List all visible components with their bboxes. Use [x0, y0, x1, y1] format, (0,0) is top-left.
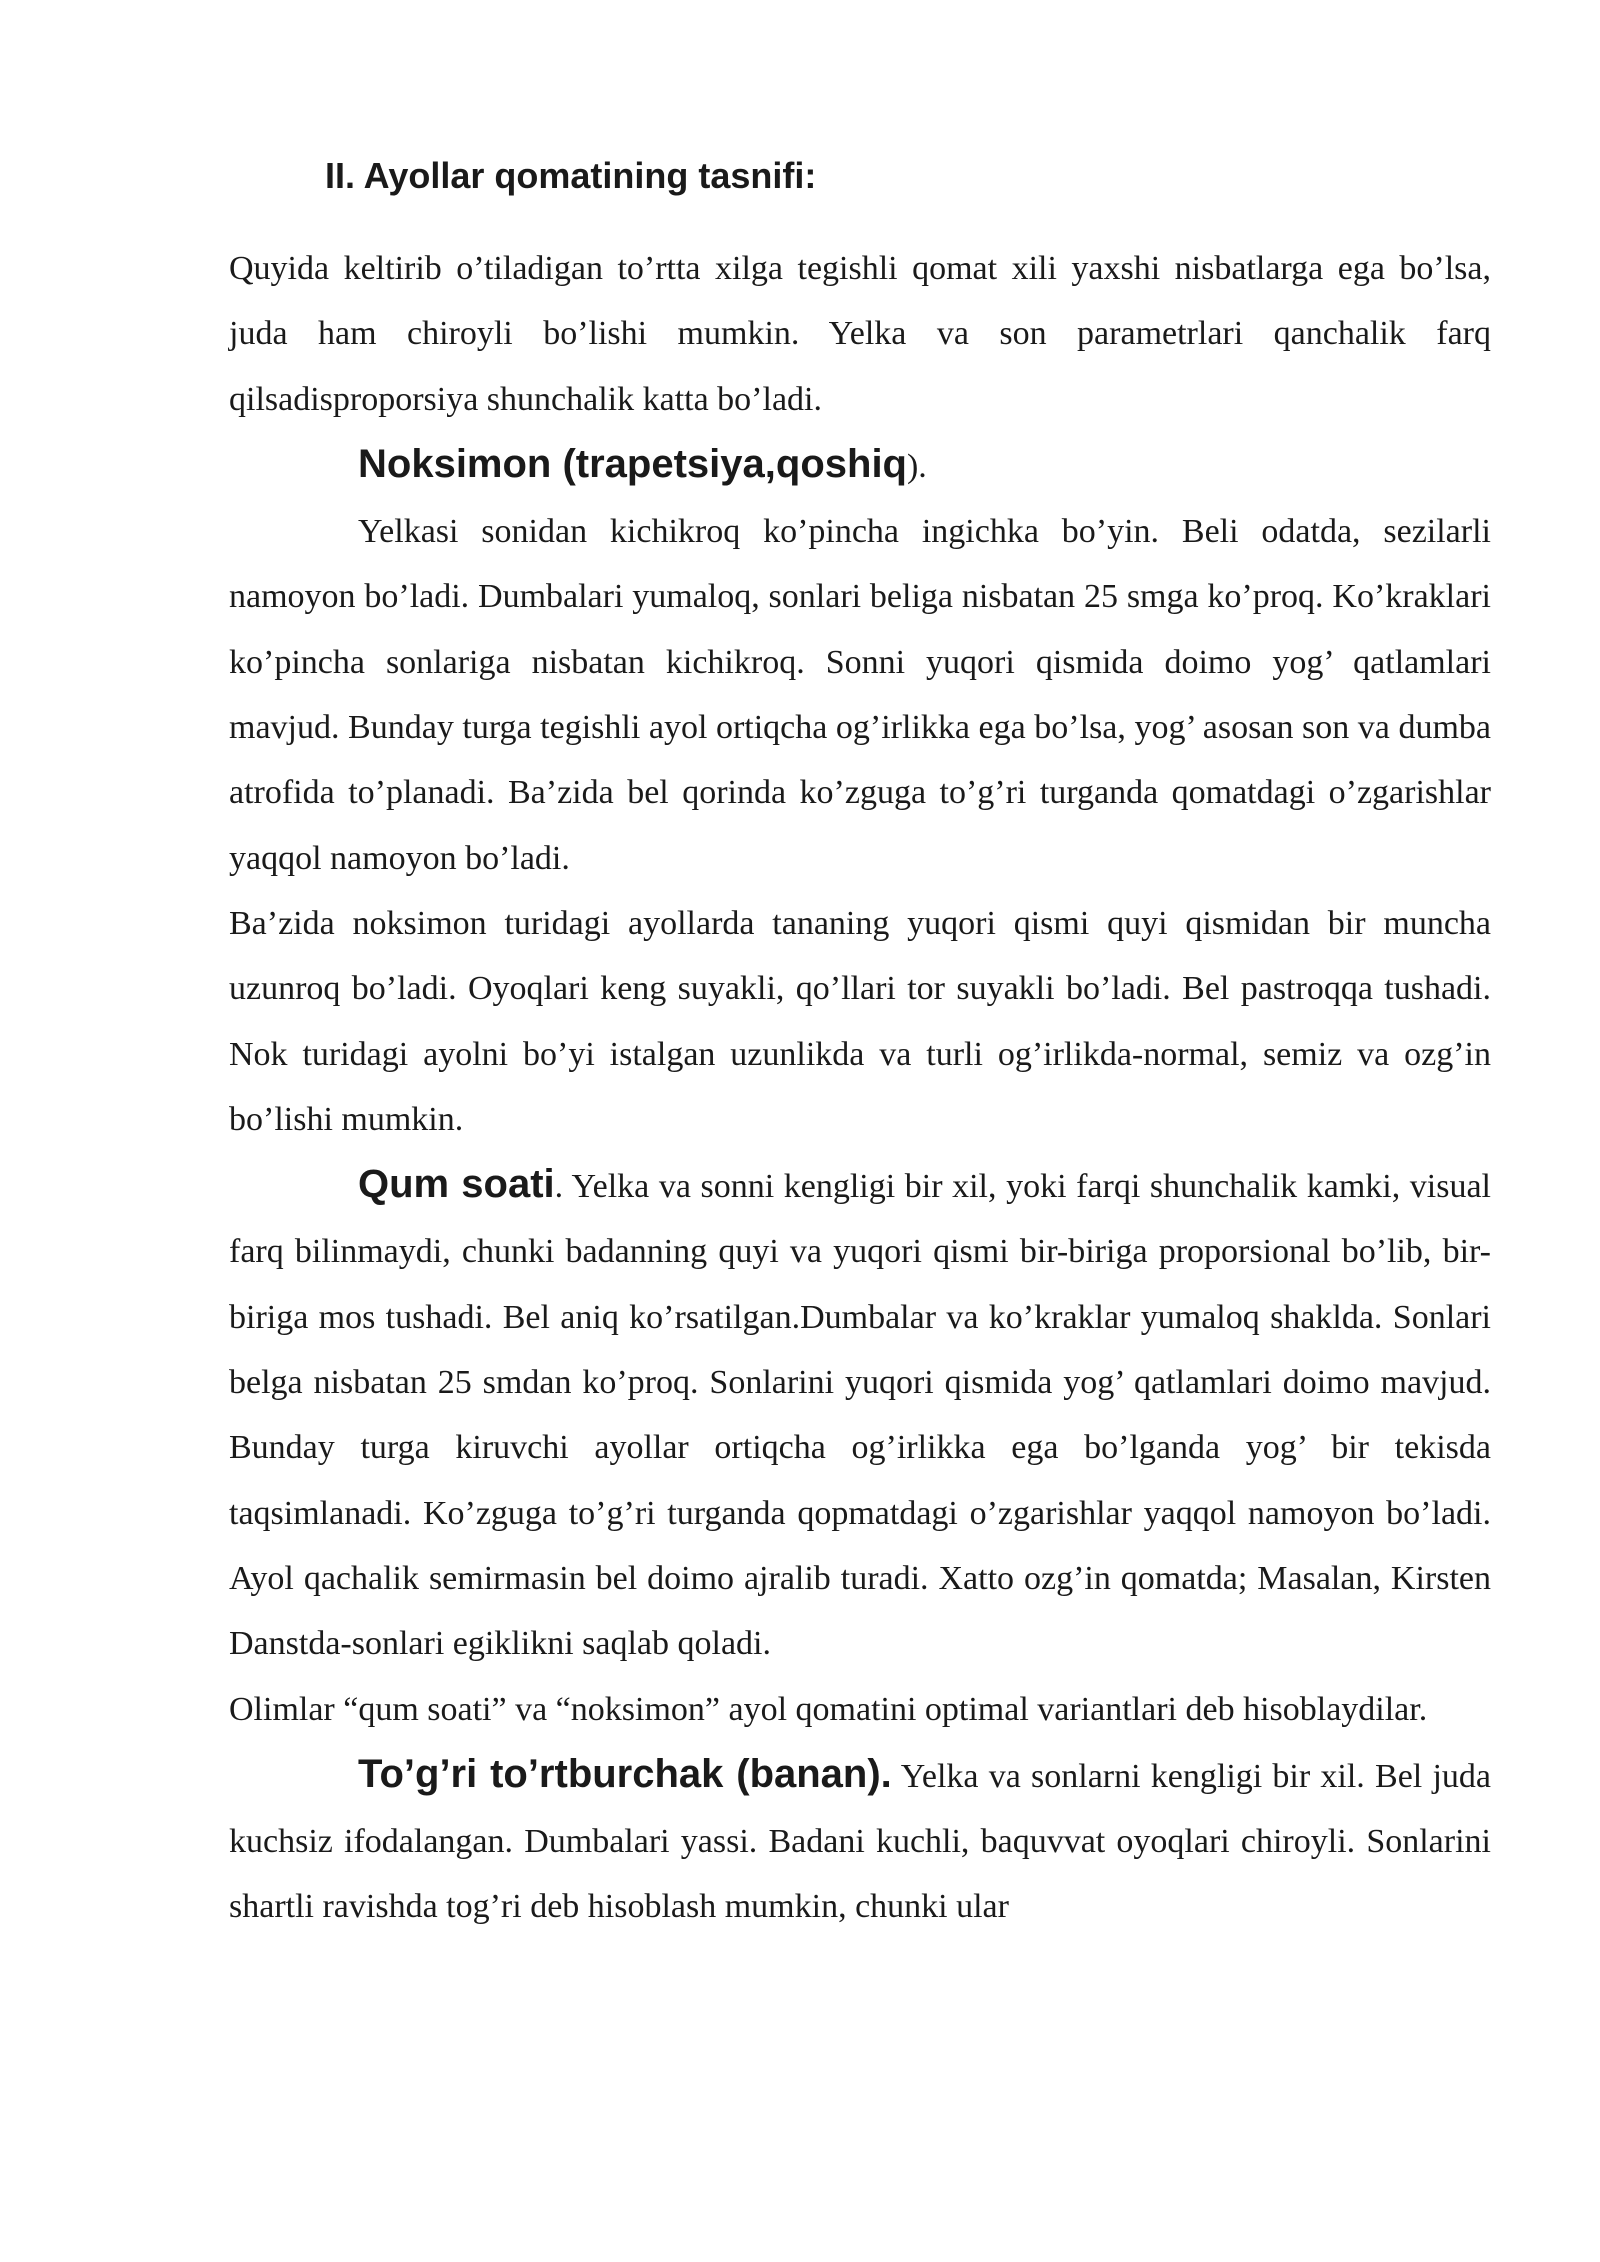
noksimon-paragraph-1: Yelkasi sonidan kichikroq ko’pincha ingichka bo’yin. Beli odatda, sezilarli namoyon bo’ladi. Dumbalari yumaloq, sonlari beliga nisbatan 25 smga ko’proq. Ko’kraklari ko’pincha sonlariga nisbatan kichikroq. Sonni yuqori qismida doimo yog’ qatlamlari mavjud. Bunday turga tegishli ayol ortiqcha og’irlikka ega bo’lsa, yog’ asosan son va dumba atrofida to’planadi. Ba’zida bel qorinda ko’zguga to’g’ri turganda qomatdagi o’zgarishlar yaqqol namoyon bo’ladi. — [229, 513, 1491, 877]
qum-soati-paragraph-2: Olimlar “qum soati” va “noksimon” ayol qomatini optimal variantlari deb hisoblaydilar. — [229, 1690, 1428, 1728]
togri-tortburchak-text: Yelka va sonlarni kengligi bir xil. Bel juda kuchsiz ifodalangan. Dumbalari yassi. Badani kuchli, baquvvat oyoqlari chiroyli. Sonlarini shartli ravishda tog’ri deb hisoblash mumkin, chunki ular — [229, 1757, 1491, 1926]
noksimon-heading: Noksimon (trapetsiya,qoshiq — [358, 441, 907, 486]
section-title: II. Ayollar qomatining tasnifi: — [325, 155, 817, 196]
noksimon-heading-line — [229, 432, 1491, 499]
togri-tortburchak-heading: To’g’ri to’rtburchak (banan). — [358, 1751, 892, 1796]
noksimon-heading-tail: ). — [906, 447, 927, 485]
noksimon-paragraph-2: Ba’zida noksimon turidagi ayollarda tananing yuqori qismi quyi qismidan bir muncha uzunroq bo’ladi. Oyoqlari keng suyakli, qo’llari tor suyakli bo’ladi. Bel pastroqqa tushadi. Nok turidagi ayolni bo’yi istalgan uzunlikda va turli og’irlikda-normal, semiz va ozg’in bo’lishi mumkin. — [229, 904, 1491, 1138]
qum-soati-text: . Yelka va sonni kengligi bir xil, yoki farqi shunchalik kamki, visual farq bilinmaydi, chunki badanning quyi va yuqori qismi bir-biriga proporsional bo’lib, bir-biriga mos tushadi. Bel aniq ko’rsatilgan.Dumbalar va ko’kraklar yumaloq shaklda. Sonlari belga nisbatan 25 smdan ko’proq. Sonlarini yuqori qismida yog’ qatlamlari doimo mavjud. Bunday turga kiruvchi ayollar ortiqcha og’irlikka ega bo’lganda yog’ bir tekisda taqsimlanadi. Ko’zguga to’g’ri turganda qopmatdagi o’zgarishlar yaqqol namoyon bo’ladi. Ayol qachalik semirmasin bel doimo ajralib turadi. Xatto ozg’in qomatda; Masalan, Kirsten Danstda-sonlari egiklikni saqlab qoladi. — [229, 1168, 1491, 1663]
document-page — [229, 146, 1491, 1940]
togri-tortburchak-paragraph — [229, 1742, 1491, 1940]
qum-soati-paragraph — [229, 1152, 1491, 1676]
intro-paragraph: Quyida keltirib o’tiladigan to’rtta xilga tegishli qomat xili yaxshi nisbatlarga ega bo’lsa, juda ham chiroyli bo’lishi mumkin. Yelka va son parametrlari qanchalik farq qilsadisproporsiya shunchalik katta bo’ladi. — [229, 250, 1491, 418]
qum-soati-heading: Qum soati — [358, 1162, 555, 1207]
